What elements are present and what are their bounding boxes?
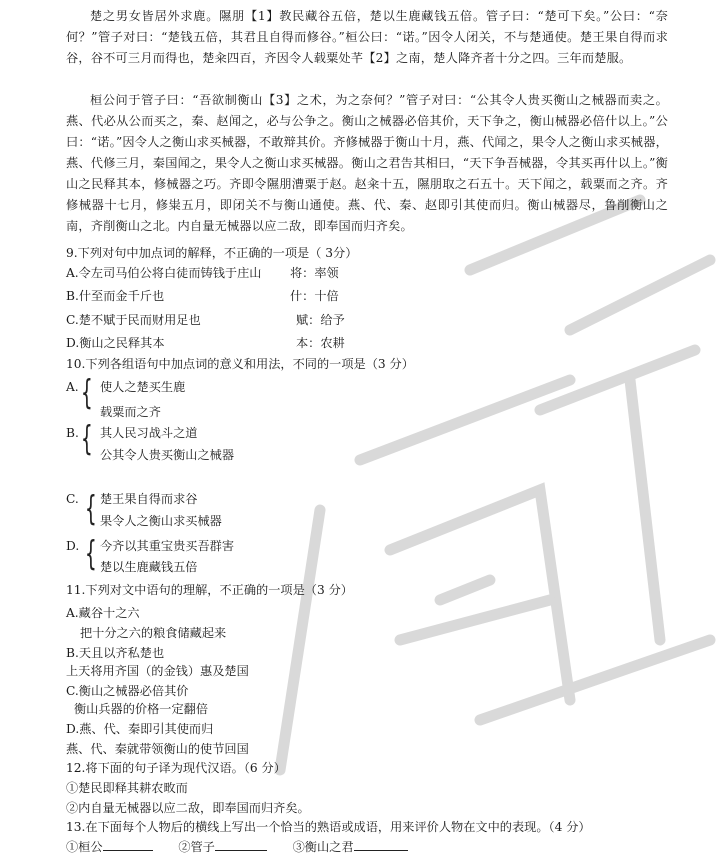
- q10-option-c-label: C.: [66, 492, 79, 506]
- q12-sentence-2: ②内自量无械器以应二敌，即奉国而归齐矣。: [66, 801, 310, 815]
- q9-option-d: D.衡山之民释其本: [66, 336, 165, 350]
- q9-option-b: B.什至而金千斤也: [66, 289, 165, 303]
- q10-option-c-brace: {: [84, 489, 97, 529]
- q10-option-a-line2: 载粟而之齐: [100, 405, 161, 419]
- q9-option-a: A.令左司马伯公将白徒而铸钱于庄山: [66, 266, 262, 280]
- passage-paragraph-1: 楚之男女皆居外求鹿。隰朋【1】教民藏谷五倍，楚以生鹿藏钱五倍。管子曰：“楚可下矣。”公曰：“奈何？”管子对曰：“楚钱五倍，其君且自得而修谷。”桓公曰：“诺。”因令人闭关，不与楚通使。楚王果自得而求谷，谷不可三月而得也，楚籴四百，齐因令人载粟处芊【2】之南，楚人降齐者十分之四。三年而楚服。: [66, 9, 668, 65]
- q11-option-b: B.天且以齐私楚也: [66, 646, 165, 660]
- q11-option-a-explanation: 把十分之六的粮食储藏起来: [80, 626, 227, 640]
- q10-option-c-line1: 楚王果自得而求谷: [100, 492, 198, 506]
- q13-blank-3[interactable]: [354, 836, 408, 851]
- q10-option-a-line1: 使人之楚买生鹿: [100, 380, 186, 394]
- q12-stem: 12.将下面的句子译为现代汉语。（6 分）: [66, 761, 286, 775]
- q13-blank-1[interactable]: [103, 836, 153, 851]
- q11-option-d-explanation: 燕、代、秦就带领衡山的使节回国: [66, 742, 249, 756]
- q13-answer-row: [66, 836, 408, 856]
- q11-option-b-explanation: 上天将用齐国（的金钱）惠及楚国: [66, 664, 249, 678]
- q13-stem: 13.在下面每个人物后的横线上写出一个恰当的熟语或成语，用来评价人物在文中的表现。（4 分）: [66, 820, 591, 834]
- q11-option-a: A.藏谷十之六: [66, 606, 140, 620]
- q10-option-d-label: D.: [66, 539, 80, 553]
- passage-paragraph-2: 桓公问于管子曰：“吾欲制衡山【3】之术，为之奈何？”管子对曰：“公其令人贵买衡山之械器而卖之。燕、代必从公而买之，秦、赵闻之，必与公争之。衡山之械器必倍其价，天下争之，衡山械器必倍什以上。”公曰：“诺。”因令人之衡山求买械器，不敢辩其价。齐修械器于衡山十月，燕、代闻之，果令人之衡山求买械器，燕、代修三月，秦国闻之，果令人之衡山求买械器。衡山之君告其相曰，“天下争吾械器，令其买再什以上。”衡山之民释其本，修械器之巧。齐即令隰朋漕粟于赵。赵籴十五，隰朋取之石五十。天下闻之，载粟而之齐。齐修械器十七月，修粜五月，即闭关不与衡山通使。燕、代、秦、赵即引其使而归。衡山械器尽，鲁削衡山之南，齐削衡山之北。内自量无械器以应二敌，即奉国而归齐矣。: [66, 93, 668, 233]
- q11-option-d: D.燕、代、秦即引其使而归: [66, 722, 214, 736]
- q10-option-c-line2: 果令人之衡山求买械器: [100, 514, 222, 528]
- q11-option-c: C.衡山之械器必倍其价: [66, 684, 189, 698]
- q13-blank-2[interactable]: [215, 836, 267, 851]
- q9-option-b-gloss: 什：十倍: [290, 289, 339, 303]
- q10-option-b-line1: 其人民习战斗之道: [100, 426, 198, 440]
- q13-item-guanzi: ②管子: [178, 840, 215, 854]
- q9-option-c: C.楚不赋于民而财用足也: [66, 313, 201, 327]
- q10-option-b-label: B.: [66, 426, 79, 440]
- q11-option-c-explanation: 衡山兵器的价格一定翻倍: [74, 702, 209, 716]
- q10-option-d-brace: {: [84, 534, 97, 574]
- q13-item-hengshan-ruler: ③衡山之君: [292, 840, 354, 854]
- q10-option-d-line2: 楚以生鹿藏钱五倍: [100, 560, 198, 574]
- q10-option-d-line1: 今齐以其重宝贵买吾群害: [100, 539, 235, 553]
- q10-option-a-label: A.: [66, 380, 79, 394]
- q10-option-b-brace: {: [80, 419, 93, 459]
- q9-stem: 9.下列对句中加点词的解释，不正确的一项是（ 3分）: [66, 246, 358, 260]
- q10-option-b-line2: 公其令人贵买衡山之械器: [100, 448, 235, 462]
- q13-item-huangong: ①桓公: [66, 840, 103, 854]
- q10-option-a-brace: {: [80, 373, 93, 413]
- q12-sentence-1: ①楚民即释其耕农畋而: [66, 781, 188, 795]
- q9-option-c-gloss: 赋：给予: [296, 313, 345, 327]
- q9-option-d-gloss: 本：农耕: [296, 336, 345, 350]
- q10-stem: 10.下列各组语句中加点词的意义和用法，不同的一项是（3 分）: [66, 357, 414, 371]
- q11-stem: 11.下列对文中语句的理解，不正确的一项是（3 分）: [66, 583, 353, 597]
- q9-option-a-gloss: 将：率领: [290, 266, 339, 280]
